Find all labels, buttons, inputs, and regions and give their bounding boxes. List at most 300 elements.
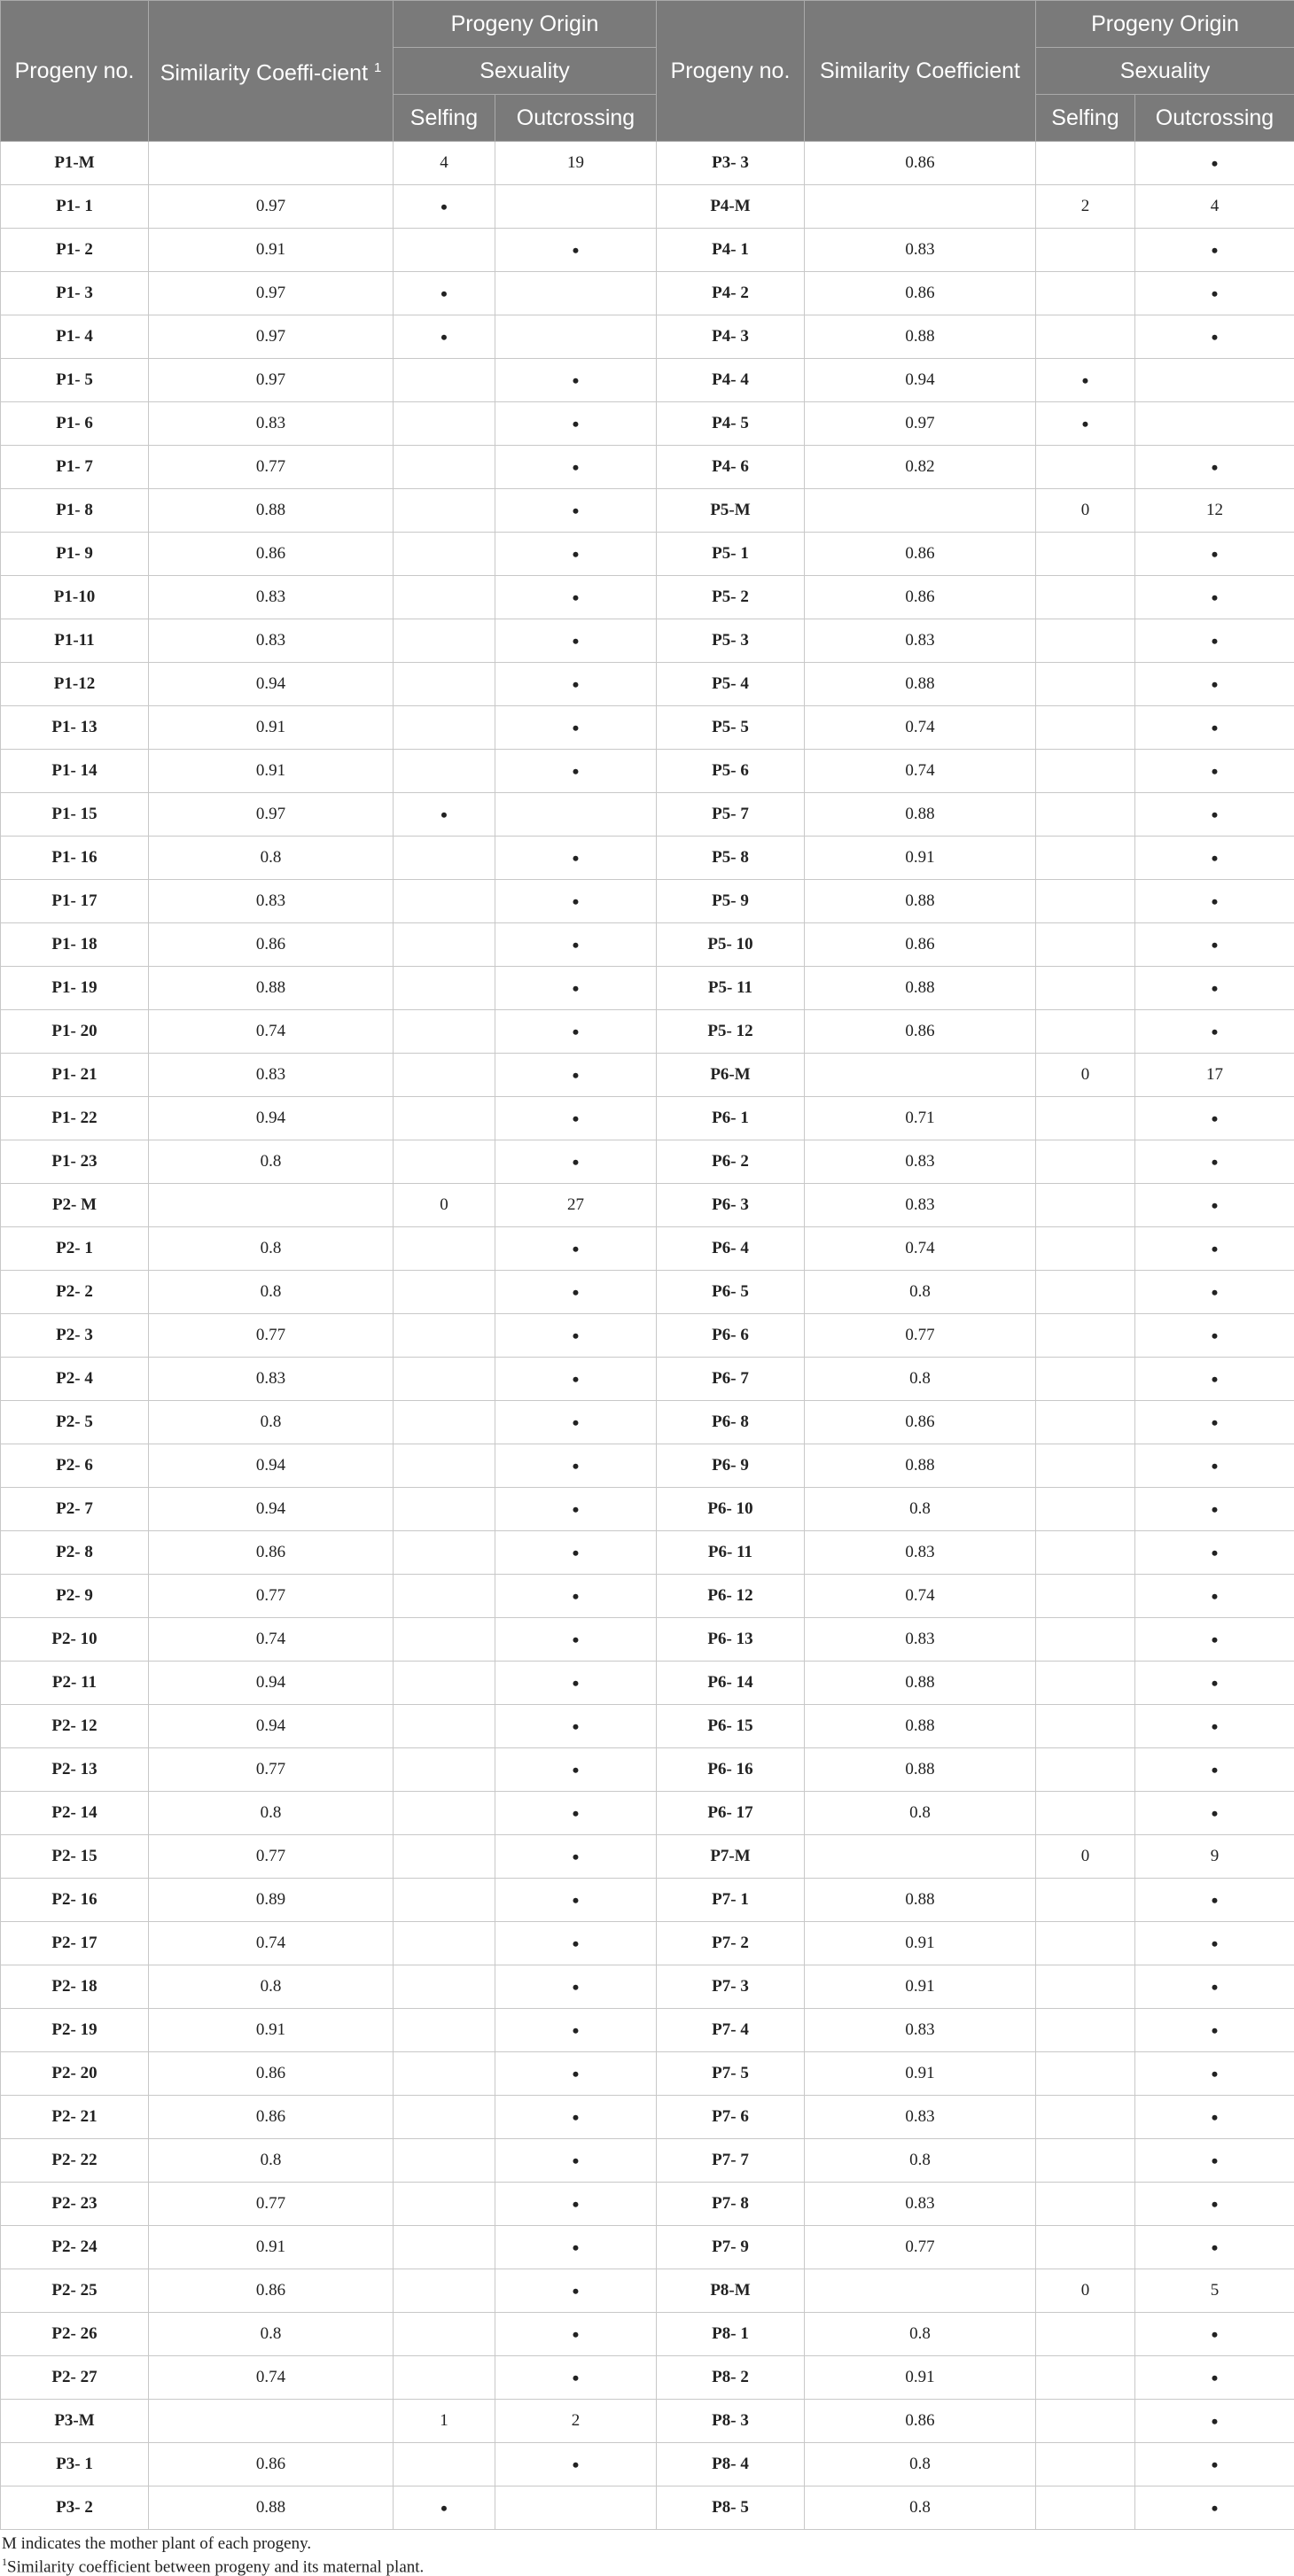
- outcrossing-cell: [1135, 1705, 1294, 1748]
- progeny-id-cell: P2- 22: [1, 2139, 149, 2183]
- header-sexuality: Sexuality: [394, 48, 657, 95]
- marker-dot: •: [1212, 1585, 1219, 1607]
- table-row: [1, 1444, 1294, 1488]
- progeny-id-cell: P2- 9: [1, 1575, 149, 1618]
- progeny-id-cell: P6- 17: [657, 1792, 805, 1835]
- table-row: [1, 967, 1294, 1010]
- outcrossing-cell: [1135, 1662, 1294, 1705]
- outcrossing-cell: [495, 2313, 657, 2356]
- similarity-cell: 0.8: [149, 1401, 394, 1444]
- marker-dot: •: [573, 2193, 580, 2215]
- progeny-id-cell: P5- 10: [657, 923, 805, 967]
- header-outcrossing-right: Outcrossing: [1135, 95, 1294, 142]
- selfing-cell: 0: [1036, 1054, 1135, 1097]
- selfing-cell: 0: [1036, 1835, 1135, 1879]
- marker-dot: •: [1212, 2063, 1219, 2085]
- progeny-id-cell: P1- 16: [1, 837, 149, 880]
- progeny-id-cell: P1- 3: [1, 272, 149, 315]
- similarity-cell: [805, 185, 1036, 229]
- outcrossing-cell: [1135, 142, 1294, 185]
- outcrossing-cell: [1135, 1748, 1294, 1792]
- table-row: [1, 1618, 1294, 1662]
- outcrossing-cell: [1135, 1097, 1294, 1140]
- selfing-cell: [394, 446, 495, 489]
- progeny-id-cell: P2- 8: [1, 1531, 149, 1575]
- table-row: [1, 1140, 1294, 1184]
- similarity-cell: 0.74: [805, 706, 1036, 750]
- outcrossing-cell: [495, 402, 657, 446]
- outcrossing-cell: [495, 1010, 657, 1054]
- marker-dot: •: [1212, 2193, 1219, 2215]
- selfing-cell: [394, 1140, 495, 1184]
- similarity-cell: 0.86: [805, 142, 1036, 185]
- marker-dot: •: [573, 1281, 580, 1304]
- selfing-cell: 0: [394, 1184, 495, 1227]
- table-row: [1, 1401, 1294, 1444]
- outcrossing-cell: [495, 2183, 657, 2226]
- marker-dot: •: [1212, 1238, 1219, 1260]
- selfing-cell: [394, 2183, 495, 2226]
- similarity-cell: 0.83: [805, 1531, 1036, 1575]
- progeny-id-cell: P5- 2: [657, 576, 805, 619]
- outcrossing-cell: [1135, 793, 1294, 837]
- table-row: [1, 2139, 1294, 2183]
- header-sexuality-right: Sexuality: [1036, 48, 1294, 95]
- outcrossing-cell: [495, 1792, 657, 1835]
- progeny-id-cell: P5- 4: [657, 663, 805, 706]
- similarity-cell: 0.8: [149, 837, 394, 880]
- similarity-cell: [149, 1184, 394, 1227]
- progeny-id-cell: P6- 1: [657, 1097, 805, 1140]
- selfing-cell: [394, 1401, 495, 1444]
- outcrossing-cell: 27: [495, 1184, 657, 1227]
- marker-dot: •: [573, 2280, 580, 2302]
- marker-dot: •: [1212, 1629, 1219, 1651]
- outcrossing-cell: [1135, 1184, 1294, 1227]
- similarity-cell: 0.86: [149, 2096, 394, 2139]
- outcrossing-cell: [495, 272, 657, 315]
- progeny-id-cell: P2- 27: [1, 2356, 149, 2400]
- table-row: [1, 315, 1294, 359]
- progeny-id-cell: P8- 3: [657, 2400, 805, 2443]
- outcrossing-cell: [495, 1618, 657, 1662]
- table-row: [1, 2487, 1294, 2530]
- outcrossing-cell: [1135, 446, 1294, 489]
- outcrossing-cell: [1135, 2009, 1294, 2052]
- progeny-id-cell: P5- 7: [657, 793, 805, 837]
- marker-dot: •: [1212, 1281, 1219, 1304]
- selfing-cell: [394, 1227, 495, 1271]
- selfing-cell: [394, 2269, 495, 2313]
- selfing-cell: [1036, 1444, 1135, 1488]
- table-row: [1, 1835, 1294, 1879]
- outcrossing-cell: [495, 1575, 657, 1618]
- selfing-cell: [394, 1879, 495, 1922]
- selfing-cell: 0: [1036, 2269, 1135, 2313]
- marker-dot: •: [573, 1672, 580, 1694]
- similarity-cell: 0.83: [805, 1618, 1036, 1662]
- outcrossing-cell: [495, 1097, 657, 1140]
- similarity-cell: 0.74: [149, 1010, 394, 1054]
- progeny-id-cell: P7- 2: [657, 1922, 805, 1965]
- outcrossing-cell: [495, 1965, 657, 2009]
- progeny-id-cell: P2- 2: [1, 1271, 149, 1314]
- progeny-id-cell: P1-12: [1, 663, 149, 706]
- table-row: [1, 1271, 1294, 1314]
- table-row: [1, 2400, 1294, 2443]
- similarity-cell: 0.77: [805, 1314, 1036, 1358]
- similarity-cell: 0.94: [149, 1097, 394, 1140]
- marker-dot: •: [573, 1151, 580, 1173]
- similarity-cell: [805, 2269, 1036, 2313]
- similarity-cell: 0.91: [149, 750, 394, 793]
- outcrossing-cell: [495, 1401, 657, 1444]
- similarity-cell: 0.83: [149, 1054, 394, 1097]
- progeny-id-cell: P8-M: [657, 2269, 805, 2313]
- outcrossing-cell: [1135, 359, 1294, 402]
- similarity-cell: 0.91: [149, 2009, 394, 2052]
- marker-dot: •: [1212, 717, 1219, 739]
- table-row: [1, 706, 1294, 750]
- marker-dot: •: [573, 370, 580, 392]
- selfing-cell: [394, 1835, 495, 1879]
- selfing-cell: [1036, 1140, 1135, 1184]
- similarity-cell: 0.94: [805, 359, 1036, 402]
- progeny-id-cell: P2- 19: [1, 2009, 149, 2052]
- outcrossing-cell: 4: [1135, 185, 1294, 229]
- similarity-cell: 0.86: [805, 1010, 1036, 1054]
- table-row: [1, 2443, 1294, 2487]
- outcrossing-cell: [495, 2139, 657, 2183]
- outcrossing-cell: [1135, 619, 1294, 663]
- selfing-cell: [394, 1922, 495, 1965]
- progeny-id-cell: P2- 15: [1, 1835, 149, 1879]
- table-row: [1, 533, 1294, 576]
- progeny-id-cell: P2- 14: [1, 1792, 149, 1835]
- selfing-cell: [1036, 1922, 1135, 1965]
- header-progeny-origin-right: Progeny Origin: [1036, 1, 1294, 48]
- marker-dot: •: [573, 1238, 580, 1260]
- similarity-cell: 0.97: [149, 272, 394, 315]
- marker-dot: •: [1212, 1195, 1219, 1217]
- similarity-cell: 0.97: [149, 359, 394, 402]
- marker-dot: •: [1212, 283, 1219, 305]
- selfing-cell: [394, 272, 495, 315]
- similarity-cell: 0.82: [805, 446, 1036, 489]
- table-row: [1, 1748, 1294, 1792]
- selfing-cell: [394, 1488, 495, 1531]
- selfing-cell: [1036, 1792, 1135, 1835]
- progeny-id-cell: P6- 3: [657, 1184, 805, 1227]
- similarity-cell: 0.77: [149, 1835, 394, 1879]
- outcrossing-cell: [495, 619, 657, 663]
- marker-dot: •: [573, 1716, 580, 1738]
- marker-dot: •: [1212, 2410, 1219, 2432]
- similarity-cell: [149, 142, 394, 185]
- selfing-cell: [1036, 576, 1135, 619]
- progeny-id-cell: P6- 10: [657, 1488, 805, 1531]
- progeny-id-cell: P8- 5: [657, 2487, 805, 2530]
- progeny-id-cell: P5- 6: [657, 750, 805, 793]
- selfing-cell: [1036, 923, 1135, 967]
- table-row: [1, 446, 1294, 489]
- similarity-cell: 0.83: [805, 2183, 1036, 2226]
- progeny-id-cell: P1- 5: [1, 359, 149, 402]
- marker-dot: •: [573, 673, 580, 696]
- selfing-cell: [1036, 1184, 1135, 1227]
- outcrossing-cell: [495, 533, 657, 576]
- marker-dot: •: [1212, 1151, 1219, 1173]
- header-progeny-no: Progeny no.: [1, 1, 149, 142]
- outcrossing-cell: [1135, 315, 1294, 359]
- progeny-id-cell: P1- 4: [1, 315, 149, 359]
- marker-dot: •: [573, 543, 580, 565]
- marker-dot: •: [1212, 891, 1219, 913]
- selfing-cell: [1036, 1965, 1135, 2009]
- marker-dot: •: [573, 1889, 580, 1911]
- similarity-cell: 0.94: [149, 1662, 394, 1705]
- table-row: [1, 1314, 1294, 1358]
- marker-dot: •: [573, 2063, 580, 2085]
- progeny-id-cell: P1- 6: [1, 402, 149, 446]
- outcrossing-cell: [1135, 663, 1294, 706]
- progeny-id-cell: P4-M: [657, 185, 805, 229]
- progeny-id-cell: P7- 3: [657, 1965, 805, 2009]
- similarity-cell: 0.89: [149, 1879, 394, 1922]
- marker-dot: •: [1212, 587, 1219, 609]
- similarity-cell: 0.8: [805, 2487, 1036, 2530]
- outcrossing-cell: [495, 185, 657, 229]
- selfing-cell: [1036, 1314, 1135, 1358]
- outcrossing-cell: [495, 2487, 657, 2530]
- table-row: [1, 923, 1294, 967]
- marker-dot: •: [1212, 1455, 1219, 1477]
- marker-dot: •: [573, 1108, 580, 1130]
- progeny-id-cell: P6- 7: [657, 1358, 805, 1401]
- outcrossing-cell: [1135, 1488, 1294, 1531]
- selfing-cell: [394, 750, 495, 793]
- similarity-cell: 0.94: [149, 663, 394, 706]
- selfing-cell: [1036, 1618, 1135, 1662]
- similarity-cell: 0.91: [805, 837, 1036, 880]
- selfing-cell: [394, 706, 495, 750]
- similarity-cell: 0.74: [805, 750, 1036, 793]
- similarity-cell: 0.86: [149, 1531, 394, 1575]
- selfing-cell: [1036, 1575, 1135, 1618]
- selfing-cell: [1036, 1271, 1135, 1314]
- progeny-id-cell: P5- 8: [657, 837, 805, 880]
- similarity-cell: [805, 1835, 1036, 1879]
- progeny-id-cell: P6- 14: [657, 1662, 805, 1705]
- progeny-id-cell: P1- 20: [1, 1010, 149, 1054]
- outcrossing-cell: [1135, 880, 1294, 923]
- progeny-id-cell: P7- 7: [657, 2139, 805, 2183]
- marker-dot: •: [1212, 1802, 1219, 1825]
- outcrossing-cell: [495, 750, 657, 793]
- selfing-cell: [394, 2139, 495, 2183]
- outcrossing-cell: [1135, 272, 1294, 315]
- outcrossing-cell: [495, 880, 657, 923]
- table-row: [1, 2356, 1294, 2400]
- selfing-cell: [1036, 1488, 1135, 1531]
- selfing-cell: [1036, 2052, 1135, 2096]
- similarity-cell: 0.91: [805, 2052, 1036, 2096]
- similarity-cell: 0.77: [149, 446, 394, 489]
- similarity-cell: 0.86: [805, 576, 1036, 619]
- similarity-cell: 0.83: [805, 619, 1036, 663]
- similarity-cell: 0.86: [805, 533, 1036, 576]
- selfing-cell: [1036, 837, 1135, 880]
- outcrossing-cell: [495, 1531, 657, 1575]
- progeny-id-cell: P4- 2: [657, 272, 805, 315]
- progeny-id-cell: P7- 9: [657, 2226, 805, 2269]
- table-header: [1, 1, 1294, 142]
- selfing-cell: [394, 2096, 495, 2139]
- selfing-cell: [1036, 1401, 1135, 1444]
- similarity-cell: 0.86: [805, 923, 1036, 967]
- marker-dot: •: [573, 1021, 580, 1043]
- marker-dot: •: [573, 1846, 580, 1868]
- table-row: [1, 2269, 1294, 2313]
- table-row: [1, 1488, 1294, 1531]
- selfing-cell: 1: [394, 2400, 495, 2443]
- table-row: [1, 2183, 1294, 2226]
- outcrossing-cell: [495, 489, 657, 533]
- marker-dot: •: [573, 1542, 580, 1564]
- progeny-id-cell: P1- 13: [1, 706, 149, 750]
- marker-dot: •: [573, 1802, 580, 1825]
- similarity-cell: 0.97: [149, 315, 394, 359]
- similarity-cell: 0.86: [805, 2400, 1036, 2443]
- selfing-cell: [394, 663, 495, 706]
- footnote-mother-plant: M indicates the mother plant of each progeny.: [2, 2534, 1292, 2553]
- similarity-cell: 0.8: [805, 2313, 1036, 2356]
- selfing-cell: [1036, 1010, 1135, 1054]
- progeny-id-cell: P3- 1: [1, 2443, 149, 2487]
- progeny-id-cell: P2- 5: [1, 1401, 149, 1444]
- marker-dot: •: [573, 1585, 580, 1607]
- marker-dot: •: [573, 1412, 580, 1434]
- selfing-cell: [394, 2009, 495, 2052]
- table-row: [1, 619, 1294, 663]
- progeny-id-cell: P7-M: [657, 1835, 805, 1879]
- progeny-id-cell: P1- 7: [1, 446, 149, 489]
- outcrossing-cell: [495, 1748, 657, 1792]
- marker-dot: •: [1212, 977, 1219, 1000]
- similarity-cell: 0.86: [149, 2443, 394, 2487]
- selfing-cell: [394, 229, 495, 272]
- similarity-cell: 0.77: [805, 2226, 1036, 2269]
- similarity-cell: 0.8: [805, 1488, 1036, 1531]
- table-row: [1, 2226, 1294, 2269]
- outcrossing-cell: [495, 359, 657, 402]
- outcrossing-cell: [1135, 1227, 1294, 1271]
- outcrossing-cell: [1135, 2400, 1294, 2443]
- similarity-cell: 0.97: [149, 793, 394, 837]
- progeny-id-cell: P3-M: [1, 2400, 149, 2443]
- marker-dot: •: [573, 2106, 580, 2129]
- marker-dot: •: [1212, 152, 1219, 175]
- outcrossing-cell: [495, 1314, 657, 1358]
- selfing-cell: [1036, 1705, 1135, 1748]
- header-selfing-right: Selfing: [1036, 95, 1135, 142]
- selfing-cell: [1036, 315, 1135, 359]
- similarity-cell: 0.8: [805, 1792, 1036, 1835]
- selfing-cell: [394, 880, 495, 923]
- marker-dot: •: [573, 2454, 580, 2476]
- selfing-cell: [1036, 142, 1135, 185]
- progeny-id-cell: P2- 11: [1, 1662, 149, 1705]
- marker-dot: •: [573, 2150, 580, 2172]
- progeny-id-cell: P2- 23: [1, 2183, 149, 2226]
- progeny-id-cell: P1- 1: [1, 185, 149, 229]
- progeny-id-cell: P7- 8: [657, 2183, 805, 2226]
- header-selfing: Selfing: [394, 95, 495, 142]
- table-row: [1, 1662, 1294, 1705]
- marker-dot: •: [573, 1759, 580, 1781]
- outcrossing-cell: [495, 1705, 657, 1748]
- selfing-cell: [394, 1314, 495, 1358]
- selfing-cell: [1036, 2356, 1135, 2400]
- progeny-id-cell: P4- 5: [657, 402, 805, 446]
- similarity-cell: 0.86: [805, 272, 1036, 315]
- similarity-cell: 0.8: [149, 1965, 394, 2009]
- outcrossing-cell: [1135, 533, 1294, 576]
- similarity-cell: 0.88: [805, 1662, 1036, 1705]
- marker-dot: •: [573, 934, 580, 956]
- selfing-cell: [1036, 2487, 1135, 2530]
- progeny-id-cell: P6- 16: [657, 1748, 805, 1792]
- marker-dot: •: [573, 1976, 580, 1998]
- selfing-cell: [1036, 1662, 1135, 1705]
- outcrossing-cell: 5: [1135, 2269, 1294, 2313]
- progeny-id-cell: P2- 25: [1, 2269, 149, 2313]
- selfing-cell: [1036, 880, 1135, 923]
- selfing-cell: [1036, 229, 1135, 272]
- outcrossing-cell: [495, 1662, 657, 1705]
- progeny-id-cell: P7- 5: [657, 2052, 805, 2096]
- selfing-cell: [1036, 402, 1135, 446]
- progeny-id-cell: P2- 24: [1, 2226, 149, 2269]
- selfing-cell: [394, 1705, 495, 1748]
- progeny-id-cell: P6- 5: [657, 1271, 805, 1314]
- selfing-cell: [1036, 706, 1135, 750]
- selfing-cell: [394, 315, 495, 359]
- similarity-cell: 0.91: [149, 2226, 394, 2269]
- similarity-cell: 0.74: [805, 1227, 1036, 1271]
- similarity-cell: 0.88: [805, 315, 1036, 359]
- similarity-cell: 0.91: [805, 2356, 1036, 2400]
- selfing-cell: [394, 837, 495, 880]
- similarity-cell: 0.74: [149, 1618, 394, 1662]
- table-row: [1, 1922, 1294, 1965]
- marker-dot: •: [1212, 934, 1219, 956]
- progeny-id-cell: P6-M: [657, 1054, 805, 1097]
- progeny-id-cell: P5- 11: [657, 967, 805, 1010]
- header-progeny-origin: Progeny Origin: [394, 1, 657, 48]
- marker-dot: •: [1212, 1933, 1219, 1955]
- similarity-cell: 0.8: [149, 1792, 394, 1835]
- marker-dot: •: [573, 630, 580, 652]
- selfing-cell: [1036, 2183, 1135, 2226]
- outcrossing-cell: [495, 1358, 657, 1401]
- progeny-id-cell: P5- 5: [657, 706, 805, 750]
- selfing-cell: [394, 2052, 495, 2096]
- marker-dot: •: [1212, 1021, 1219, 1043]
- marker-dot: •: [573, 413, 580, 435]
- outcrossing-cell: [1135, 2139, 1294, 2183]
- selfing-cell: [394, 1575, 495, 1618]
